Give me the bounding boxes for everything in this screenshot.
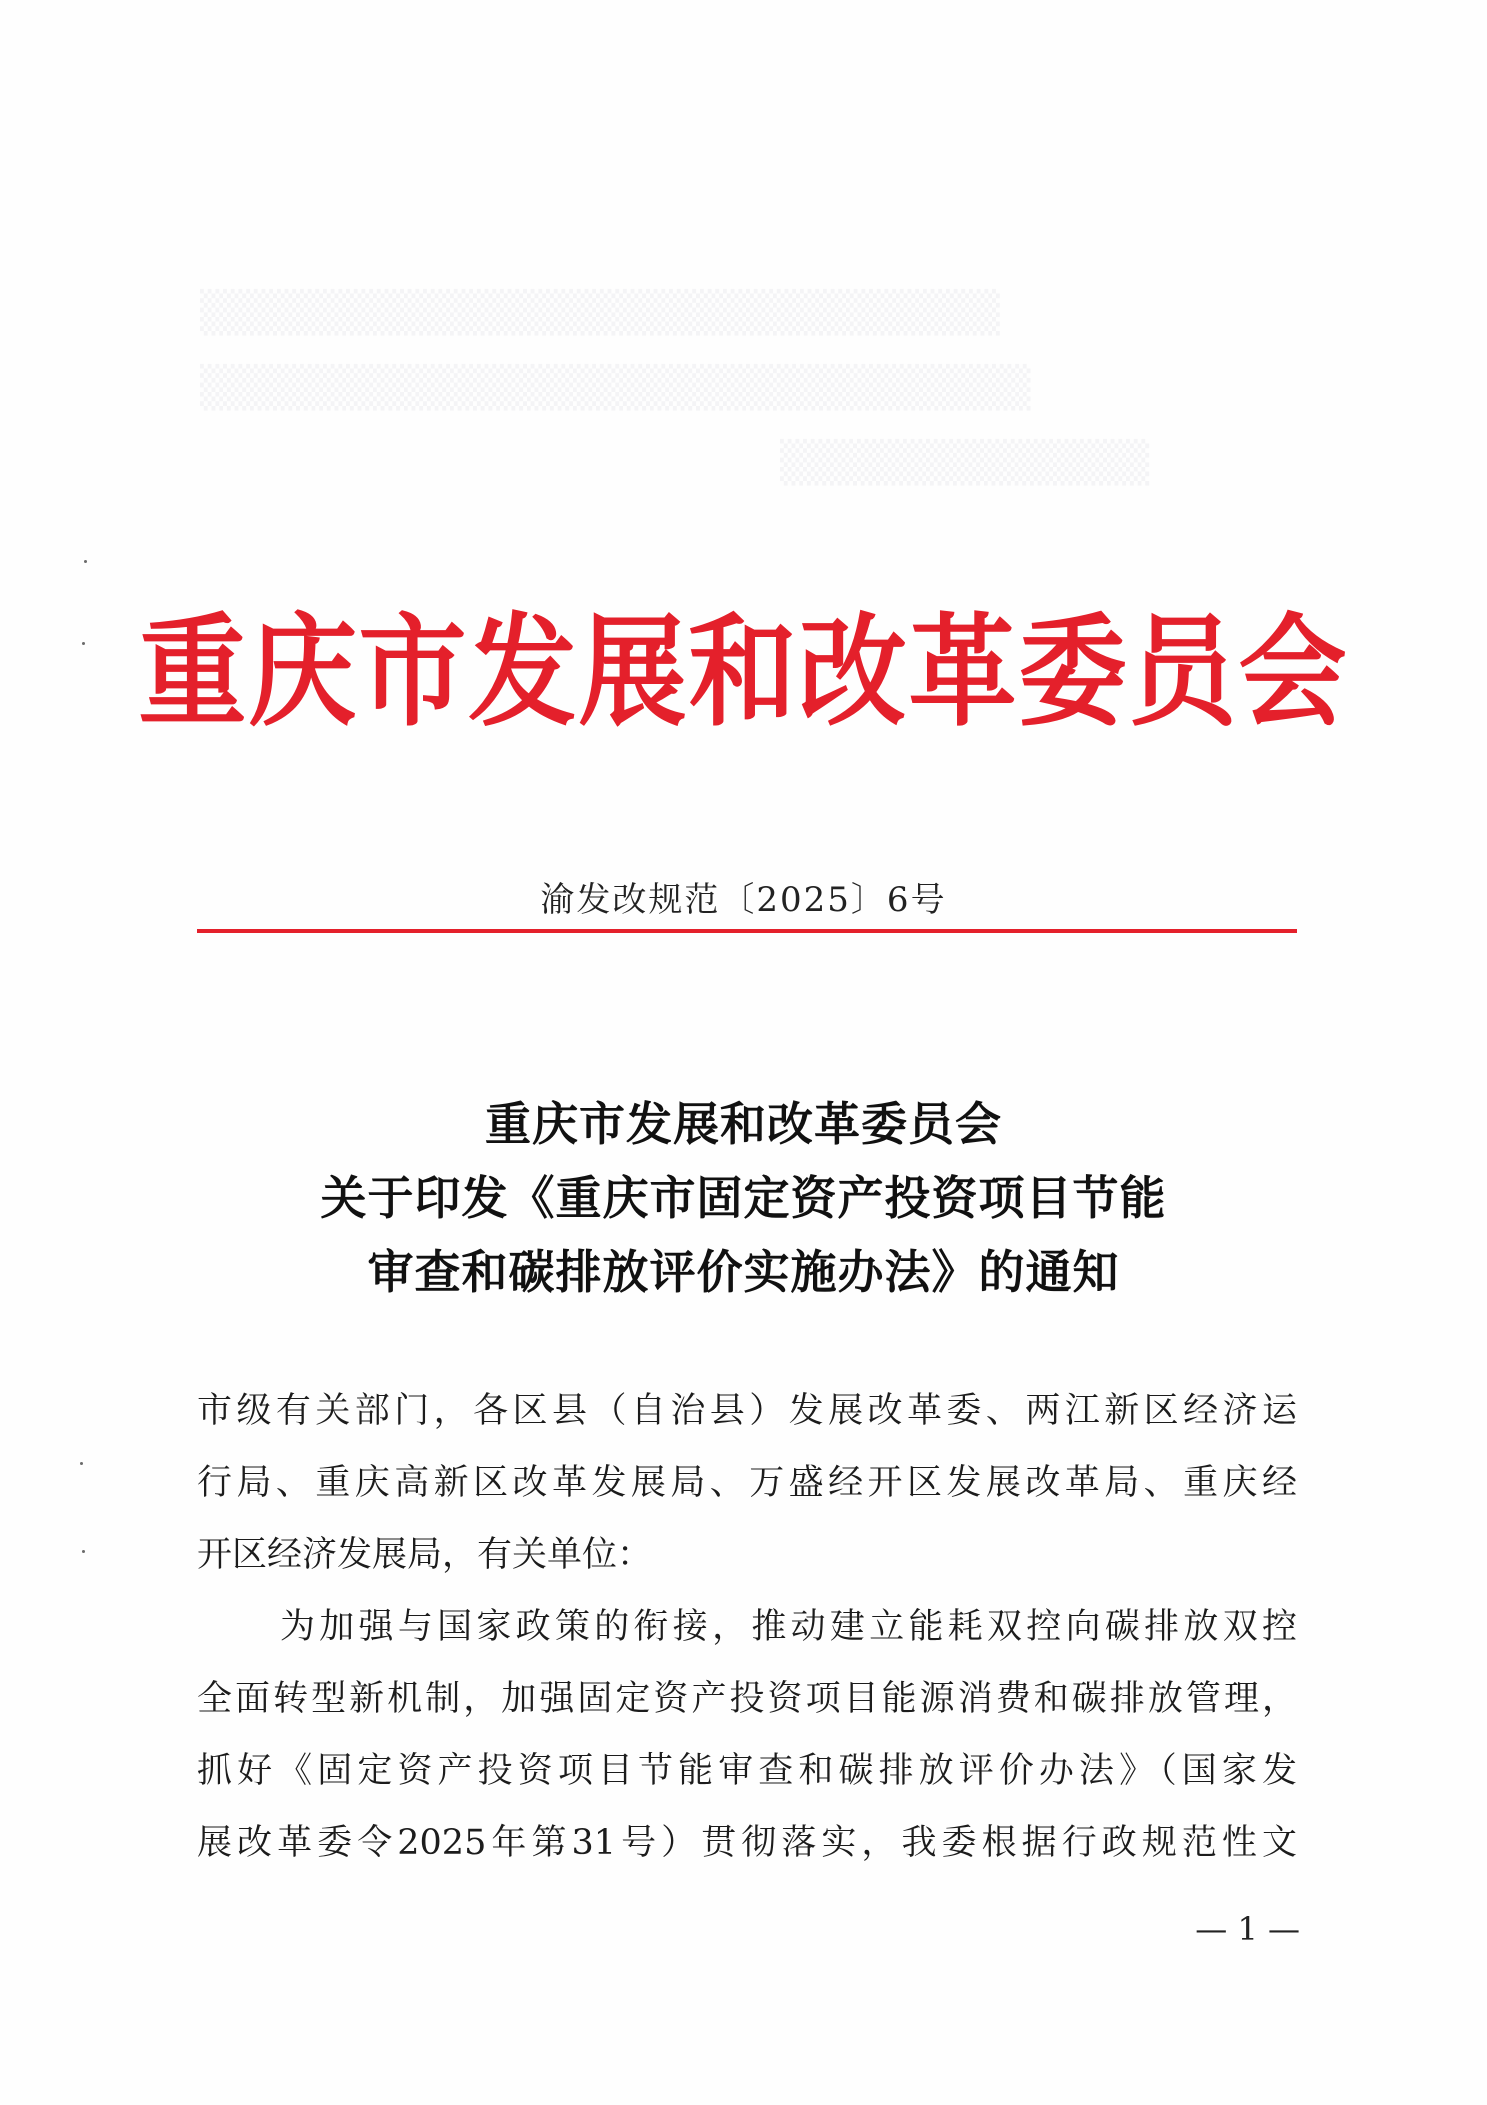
show-through-artifact: ▒▒▒▒▒▒▒▒▒▒▒▒ bbox=[780, 440, 1150, 486]
addressee-line: 行局、重庆高新区改革发展局、万盛经开区发展改革局、重庆经 bbox=[197, 1463, 1297, 1503]
show-through-artifact: ▒▒▒▒▒▒▒▒▒▒▒▒▒▒▒▒▒▒▒▒▒▒▒▒▒▒ bbox=[200, 290, 1000, 336]
scan-speck bbox=[82, 1550, 85, 1553]
scan-speck bbox=[84, 560, 87, 563]
show-through-artifact: ▒▒▒▒▒▒▒▒▒▒▒▒▒▒▒▒▒▒▒▒▒▒▒▒▒▒▒ bbox=[200, 365, 1031, 411]
notice-title-line-3: 审查和碳排放评价实施办法》的通知 bbox=[367, 1245, 1120, 1299]
body-paragraph-line: 全面转型新机制，加强固定资产投资项目能源消费和碳排放管理， bbox=[197, 1679, 1297, 1719]
scan-speck bbox=[80, 1462, 83, 1465]
addressee-line: 市级有关部门，各区县（自治县）发展改革委、两江新区经济运 bbox=[197, 1391, 1297, 1431]
notice-title-line-1: 重庆市发展和改革委员会 bbox=[485, 1097, 1002, 1151]
body-paragraph-line: 抓好《固定资产投资项目节能审查和碳排放评价办法》（国家发 bbox=[197, 1751, 1297, 1791]
page-number: — 1 — bbox=[1195, 1910, 1300, 1948]
document-number: 渝发改规范〔2025〕6号 bbox=[540, 880, 947, 920]
body-paragraph-line: 为加强与国家政策的衔接，推动建立能耗双控向碳排放双控 bbox=[280, 1607, 1297, 1647]
red-separator-line bbox=[197, 929, 1297, 933]
notice-title-line-2: 关于印发《重庆市固定资产投资项目节能 bbox=[320, 1171, 1167, 1225]
issuer-heading: 重庆市发展和改革委员会 bbox=[138, 601, 1349, 743]
body-paragraph-line: 展改革委令2025年第31号）贯彻落实，我委根据行政规范性文 bbox=[197, 1823, 1297, 1863]
addressee-line: 开区经济发展局，有关单位： bbox=[197, 1535, 653, 1575]
